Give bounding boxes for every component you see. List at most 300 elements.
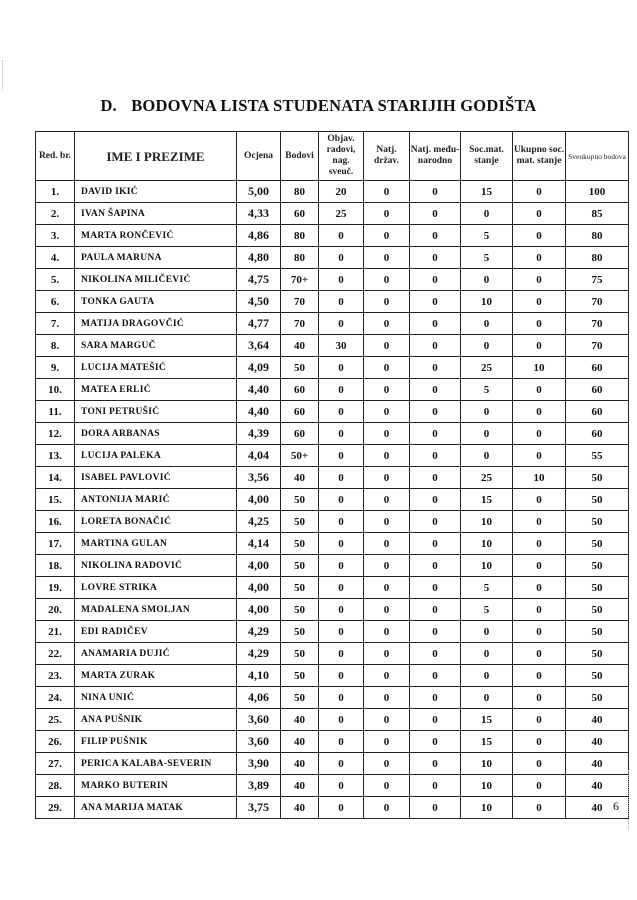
cell-sveukupno: 100 [566,181,629,203]
cell-bodovi: 40 [281,467,319,489]
cell-natj-medunarodno: 0 [410,555,461,577]
cell-natj-drzav: 0 [364,599,410,621]
cell-objav: 0 [319,247,364,269]
cell-ukupno-soc: 0 [513,709,566,731]
cell-red-br: 27. [36,753,75,775]
cell-bodovi: 50 [281,643,319,665]
cell-name: MARTA ZURAK [75,665,237,687]
cell-natj-medunarodno: 0 [410,775,461,797]
cell-red-br: 14. [36,467,75,489]
cell-soc-mat: 25 [461,467,513,489]
cell-name: MATEA ERLIĆ [75,379,237,401]
cell-natj-medunarodno: 0 [410,423,461,445]
table-row [36,775,629,797]
cell-red-br: 4. [36,247,75,269]
cell-natj-drzav: 0 [364,225,410,247]
cell-soc-mat: 10 [461,775,513,797]
cell-natj-medunarodno: 0 [410,225,461,247]
cell-objav: 0 [319,599,364,621]
cell-natj-drzav: 0 [364,203,410,225]
cell-ocjena: 4,80 [237,247,281,269]
cell-natj-drzav: 0 [364,731,410,753]
cell-soc-mat: 0 [461,687,513,709]
cell-sveukupno: 50 [566,665,629,687]
cell-soc-mat: 5 [461,379,513,401]
cell-objav: 0 [319,555,364,577]
cell-bodovi: 60 [281,379,319,401]
cell-objav: 0 [319,643,364,665]
cell-natj-drzav: 0 [364,753,410,775]
cell-natj-medunarodno: 0 [410,753,461,775]
cell-soc-mat: 0 [461,401,513,423]
cell-natj-medunarodno: 0 [410,445,461,467]
cell-natj-drzav: 0 [364,709,410,731]
cell-red-br: 5. [36,269,75,291]
cell-red-br: 10. [36,379,75,401]
cell-natj-drzav: 0 [364,401,410,423]
cell-ukupno-soc: 0 [513,753,566,775]
cell-name: IVAN ŠAPINA [75,203,237,225]
cell-objav: 0 [319,621,364,643]
cell-soc-mat: 0 [461,313,513,335]
cell-natj-drzav: 0 [364,665,410,687]
scan-margin-mark [2,60,4,90]
cell-sveukupno: 40 [566,731,629,753]
table-row [36,533,629,555]
cell-sveukupno: 40 [566,775,629,797]
cell-soc-mat: 0 [461,621,513,643]
cell-ocjena: 4,77 [237,313,281,335]
cell-natj-drzav: 0 [364,775,410,797]
cell-red-br: 21. [36,621,75,643]
cell-red-br: 7. [36,313,75,335]
cell-red-br: 6. [36,291,75,313]
cell-sveukupno: 50 [566,533,629,555]
cell-red-br: 9. [36,357,75,379]
header-soc-mat: Soc.mat. stanje [461,132,513,181]
cell-sveukupno: 85 [566,203,629,225]
cell-name: MARKO BUTERIN [75,775,237,797]
table-body [36,181,629,819]
cell-ocjena: 4,00 [237,489,281,511]
cell-natj-medunarodno: 0 [410,709,461,731]
cell-natj-drzav: 0 [364,489,410,511]
cell-name: ISABEL PAVLOVIĆ [75,467,237,489]
cell-soc-mat: 0 [461,203,513,225]
cell-soc-mat: 5 [461,225,513,247]
cell-objav: 0 [319,511,364,533]
cell-ukupno-soc: 0 [513,423,566,445]
cell-ocjena: 3,60 [237,731,281,753]
table-row [36,687,629,709]
table-row [36,423,629,445]
table-row [36,753,629,775]
cell-ocjena: 4,00 [237,577,281,599]
cell-ocjena: 5,00 [237,181,281,203]
cell-red-br: 15. [36,489,75,511]
table-row [36,599,629,621]
cell-sveukupno: 50 [566,555,629,577]
cell-red-br: 19. [36,577,75,599]
cell-red-br: 23. [36,665,75,687]
cell-ukupno-soc: 0 [513,247,566,269]
cell-natj-medunarodno: 0 [410,577,461,599]
cell-ukupno-soc: 0 [513,269,566,291]
cell-soc-mat: 0 [461,665,513,687]
cell-sveukupno: 60 [566,357,629,379]
cell-natj-drzav: 0 [364,313,410,335]
cell-objav: 25 [319,203,364,225]
cell-sveukupno: 50 [566,467,629,489]
cell-sveukupno: 40 [566,797,629,819]
cell-name: PAULA MARUNA [75,247,237,269]
table-row [36,511,629,533]
cell-ukupno-soc: 0 [513,599,566,621]
cell-bodovi: 70 [281,291,319,313]
cell-ukupno-soc: 0 [513,533,566,555]
cell-sveukupno: 70 [566,335,629,357]
cell-ukupno-soc: 0 [513,511,566,533]
cell-natj-drzav: 0 [364,467,410,489]
cell-natj-drzav: 0 [364,269,410,291]
cell-soc-mat: 10 [461,511,513,533]
cell-ocjena: 4,06 [237,687,281,709]
cell-bodovi: 80 [281,225,319,247]
cell-ukupno-soc: 0 [513,797,566,819]
table-row [36,621,629,643]
cell-natj-drzav: 0 [364,621,410,643]
cell-ocjena: 4,25 [237,511,281,533]
header-natj-medunarodno: Natj. međunarodno [410,132,461,181]
cell-name: NIKOLINA RADOVIĆ [75,555,237,577]
cell-red-br: 24. [36,687,75,709]
cell-sveukupno: 50 [566,577,629,599]
cell-natj-medunarodno: 0 [410,731,461,753]
scan-margin-mark [628,770,631,830]
cell-natj-medunarodno: 0 [410,247,461,269]
cell-name: NIKOLINA MILIČEVIĆ [75,269,237,291]
cell-bodovi: 50+ [281,445,319,467]
cell-sveukupno: 80 [566,225,629,247]
cell-objav: 0 [319,489,364,511]
cell-objav: 0 [319,291,364,313]
cell-soc-mat: 10 [461,533,513,555]
cell-name: FILIP PUŠNIK [75,731,237,753]
cell-bodovi: 70+ [281,269,319,291]
cell-natj-medunarodno: 0 [410,621,461,643]
cell-natj-medunarodno: 0 [410,313,461,335]
cell-sveukupno: 50 [566,599,629,621]
cell-bodovi: 70 [281,313,319,335]
cell-ocjena: 4,10 [237,665,281,687]
cell-objav: 0 [319,423,364,445]
cell-natj-drzav: 0 [364,181,410,203]
cell-ocjena: 4,00 [237,599,281,621]
cell-objav: 0 [319,665,364,687]
cell-ukupno-soc: 10 [513,467,566,489]
table-row [36,313,629,335]
cell-bodovi: 80 [281,247,319,269]
cell-sveukupno: 50 [566,687,629,709]
cell-name: DORA ARBANAS [75,423,237,445]
cell-bodovi: 50 [281,489,319,511]
cell-ocjena: 4,09 [237,357,281,379]
cell-red-br: 3. [36,225,75,247]
cell-bodovi: 40 [281,731,319,753]
cell-natj-medunarodno: 0 [410,181,461,203]
table-row [36,709,629,731]
cell-ocjena: 3,64 [237,335,281,357]
cell-natj-medunarodno: 0 [410,467,461,489]
table-row [36,401,629,423]
cell-natj-medunarodno: 0 [410,797,461,819]
cell-bodovi: 80 [281,181,319,203]
cell-natj-drzav: 0 [364,555,410,577]
cell-bodovi: 40 [281,775,319,797]
table-row [36,445,629,467]
cell-natj-drzav: 0 [364,423,410,445]
cell-natj-medunarodno: 0 [410,357,461,379]
cell-sveukupno: 50 [566,489,629,511]
table-row [36,577,629,599]
cell-soc-mat: 5 [461,247,513,269]
cell-sveukupno: 40 [566,709,629,731]
cell-bodovi: 50 [281,665,319,687]
cell-natj-drzav: 0 [364,797,410,819]
cell-ocjena: 4,29 [237,643,281,665]
cell-bodovi: 40 [281,335,319,357]
table-row [36,357,629,379]
cell-objav: 0 [319,269,364,291]
cell-natj-medunarodno: 0 [410,687,461,709]
cell-name: ANAMARIA DUJIĆ [75,643,237,665]
cell-ocjena: 3,56 [237,467,281,489]
cell-sveukupno: 40 [566,753,629,775]
cell-sveukupno: 70 [566,291,629,313]
header-objav: Objav. radovi, nag. sveuč. [319,132,364,181]
cell-objav: 0 [319,357,364,379]
cell-sveukupno: 50 [566,511,629,533]
cell-sveukupno: 60 [566,401,629,423]
cell-natj-medunarodno: 0 [410,489,461,511]
cell-name: LUCIJA PALEKA [75,445,237,467]
cell-natj-drzav: 0 [364,643,410,665]
cell-red-br: 22. [36,643,75,665]
cell-ukupno-soc: 0 [513,665,566,687]
cell-red-br: 2. [36,203,75,225]
cell-red-br: 16. [36,511,75,533]
cell-ukupno-soc: 0 [513,621,566,643]
cell-natj-medunarodno: 0 [410,203,461,225]
cell-soc-mat: 0 [461,335,513,357]
title-prefix: D. [100,96,117,115]
cell-name: LUCIJA MATEŠIĆ [75,357,237,379]
cell-objav: 0 [319,709,364,731]
header-sveukupno: Sveukupno bodova [566,132,629,181]
cell-ukupno-soc: 10 [513,357,566,379]
cell-natj-drzav: 0 [364,357,410,379]
cell-objav: 0 [319,313,364,335]
cell-soc-mat: 25 [461,357,513,379]
cell-natj-medunarodno: 0 [410,665,461,687]
cell-natj-drzav: 0 [364,577,410,599]
cell-objav: 0 [319,577,364,599]
table-row [36,643,629,665]
cell-name: PERICA KALABA-SEVERIN [75,753,237,775]
cell-natj-medunarodno: 0 [410,643,461,665]
cell-ocjena: 4,39 [237,423,281,445]
cell-natj-drzav: 0 [364,379,410,401]
cell-red-br: 25. [36,709,75,731]
cell-ocjena: 3,60 [237,709,281,731]
cell-ocjena: 4,00 [237,555,281,577]
cell-ukupno-soc: 0 [513,401,566,423]
cell-ocjena: 4,86 [237,225,281,247]
cell-objav: 0 [319,687,364,709]
cell-soc-mat: 5 [461,577,513,599]
cell-sveukupno: 70 [566,313,629,335]
cell-red-br: 18. [36,555,75,577]
cell-sveukupno: 60 [566,379,629,401]
cell-red-br: 1. [36,181,75,203]
cell-sveukupno: 50 [566,643,629,665]
cell-ocjena: 3,75 [237,797,281,819]
cell-sveukupno: 55 [566,445,629,467]
cell-soc-mat: 15 [461,709,513,731]
cell-name: ANA MARIJA MATAK [75,797,237,819]
cell-ocjena: 4,50 [237,291,281,313]
table-row [36,555,629,577]
cell-soc-mat: 15 [461,731,513,753]
cell-name: NINA UNIĆ [75,687,237,709]
cell-name: LOVRE STRIKA [75,577,237,599]
cell-name: SARA MARGUČ [75,335,237,357]
cell-natj-medunarodno: 0 [410,335,461,357]
cell-bodovi: 60 [281,423,319,445]
cell-bodovi: 60 [281,203,319,225]
header-ocjena: Ocjena [237,132,281,181]
cell-natj-medunarodno: 0 [410,401,461,423]
cell-soc-mat: 15 [461,489,513,511]
cell-ukupno-soc: 0 [513,731,566,753]
table-row [36,269,629,291]
cell-ocjena: 4,40 [237,401,281,423]
table-row [36,731,629,753]
cell-natj-medunarodno: 0 [410,533,461,555]
cell-soc-mat: 0 [461,423,513,445]
cell-soc-mat: 10 [461,797,513,819]
cell-natj-medunarodno: 0 [410,291,461,313]
header-bodovi: Bodovi [281,132,319,181]
cell-bodovi: 60 [281,401,319,423]
table-row [36,335,629,357]
cell-natj-drzav: 0 [364,533,410,555]
cell-natj-medunarodno: 0 [410,599,461,621]
table-header-row [36,132,629,181]
cell-name: LORETA BONAČIĆ [75,511,237,533]
title-text: BODOVNA LISTA STUDENATA STARIJIH GODIŠTA [131,96,537,115]
header-ukupno-soc: Ukupno soc. mat. stanje [513,132,566,181]
cell-soc-mat: 0 [461,643,513,665]
cell-red-br: 17. [36,533,75,555]
cell-natj-medunarodno: 0 [410,511,461,533]
cell-ukupno-soc: 0 [513,577,566,599]
cell-ukupno-soc: 0 [513,313,566,335]
table-row [36,379,629,401]
cell-objav: 30 [319,335,364,357]
cell-name: TONKA GAUTA [75,291,237,313]
cell-objav: 0 [319,379,364,401]
cell-natj-drzav: 0 [364,247,410,269]
cell-name: EDI RADIČEV [75,621,237,643]
cell-red-br: 8. [36,335,75,357]
cell-natj-drzav: 0 [364,445,410,467]
cell-ukupno-soc: 0 [513,687,566,709]
cell-bodovi: 50 [281,599,319,621]
cell-ukupno-soc: 0 [513,335,566,357]
cell-bodovi: 50 [281,687,319,709]
cell-name: MADALENA SMOLJAN [75,599,237,621]
cell-name: ANA PUŠNIK [75,709,237,731]
cell-ocjena: 3,90 [237,753,281,775]
ranking-table [35,131,629,819]
cell-ocjena: 4,14 [237,533,281,555]
cell-natj-drzav: 0 [364,335,410,357]
cell-sveukupno: 75 [566,269,629,291]
cell-soc-mat: 0 [461,445,513,467]
cell-objav: 0 [319,753,364,775]
header-red-br: Red. br. [36,132,75,181]
table-row [36,291,629,313]
cell-ukupno-soc: 0 [513,379,566,401]
cell-bodovi: 50 [281,357,319,379]
cell-red-br: 29. [36,797,75,819]
cell-soc-mat: 5 [461,599,513,621]
cell-ocjena: 4,40 [237,379,281,401]
cell-ukupno-soc: 0 [513,291,566,313]
cell-ukupno-soc: 0 [513,775,566,797]
cell-name: MARTINA GULAN [75,533,237,555]
table-row [36,225,629,247]
cell-objav: 0 [319,225,364,247]
cell-ukupno-soc: 0 [513,225,566,247]
cell-name: ANTONIJA MARIĆ [75,489,237,511]
page-number: 6 [613,799,619,813]
table-row [36,797,629,819]
cell-ukupno-soc: 0 [513,555,566,577]
table-row [36,467,629,489]
cell-objav: 0 [319,775,364,797]
table-row [36,665,629,687]
cell-natj-drzav: 0 [364,511,410,533]
cell-objav: 0 [319,533,364,555]
cell-name: MATIJA DRAGOVČIĆ [75,313,237,335]
cell-red-br: 26. [36,731,75,753]
cell-natj-medunarodno: 0 [410,269,461,291]
cell-ocjena: 4,33 [237,203,281,225]
cell-ukupno-soc: 0 [513,203,566,225]
cell-objav: 0 [319,467,364,489]
cell-natj-medunarodno: 0 [410,379,461,401]
cell-sveukupno: 80 [566,247,629,269]
cell-name: DAVID IKIĆ [75,181,237,203]
cell-bodovi: 50 [281,577,319,599]
table-row [36,203,629,225]
cell-objav: 0 [319,731,364,753]
cell-red-br: 12. [36,423,75,445]
cell-red-br: 13. [36,445,75,467]
cell-bodovi: 50 [281,511,319,533]
